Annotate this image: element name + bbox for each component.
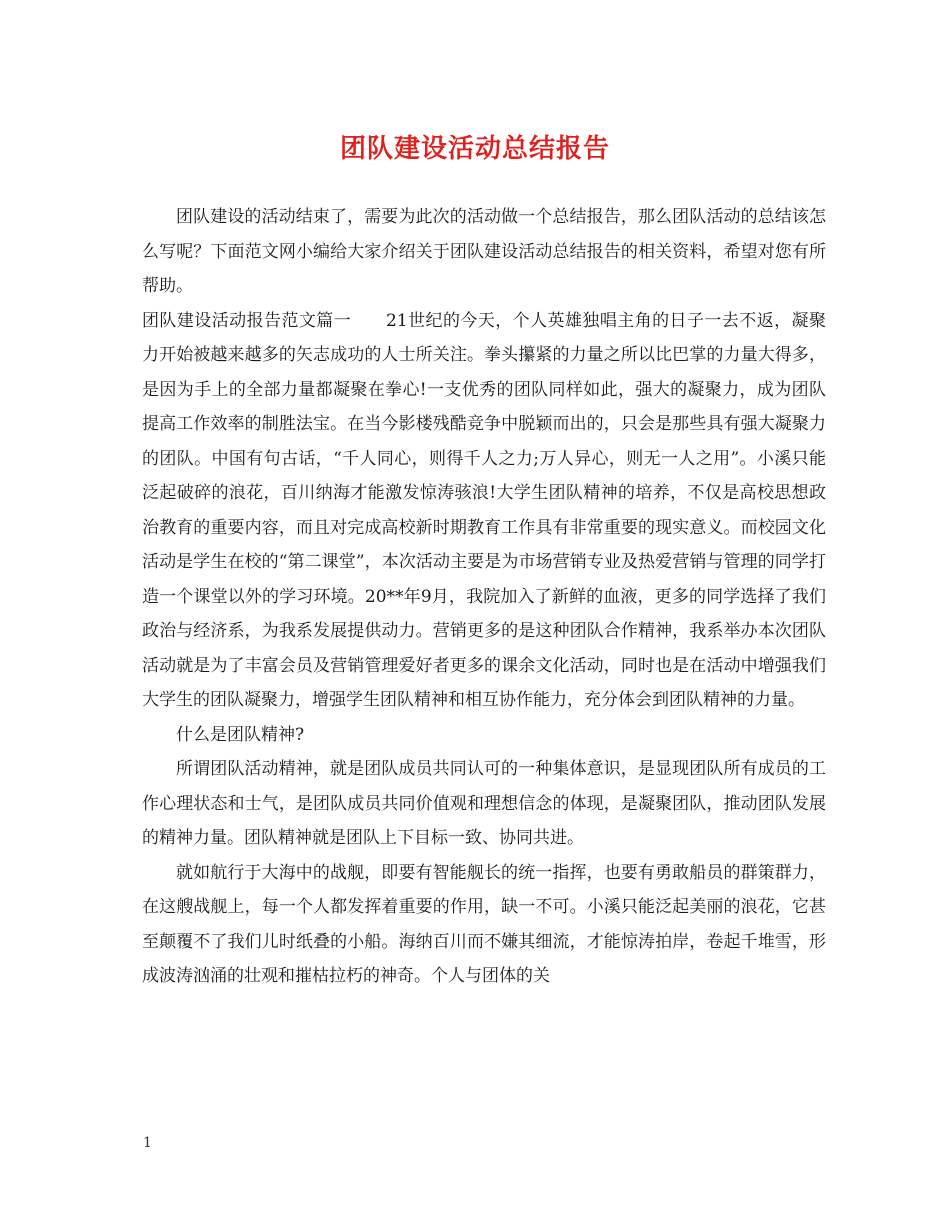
sample-one-paragraph: 团队建设活动报告范文篇一 21世纪的今天，个人英雄独唱主角的日子一去不返，凝聚力开始被越来越多的矢志成功的人士所关注。拳头攥紧的力量之所以比巴掌的力量大得多，是因为手上的全部力量都凝聚在拳心!一支优秀的团队同样如此，强大的凝聚力，成为团队提高工作效率的制胜法宝。在当今影楼残酷竞争中脱颖而出的，只会是那些具有强大凝聚力的团队。中国有句古话，“千人同心，则得千人之力;万人异心，则无一人之用”。小溪只能泛起破碎的浪花，百川纳海才能激发惊涛骇浪!大学生团队精神的培养，不仅是高校思想政治教育的重要内容，而且对完成高校新时期教育工作具有非常重要的现实意义。而校园文化活动是学生在校的“第二课堂”，本次活动主要是为市场营销专业及热爱营销与管理的同学打造一个课堂以外的学习环境。20**年9月，我院加入了新鲜的血液，更多的同学选择了我们政治与经济系，为我系发展提供动力。营销更多的是这种团队合作精神，我系举办本次团队活动就是为了丰富会员及营销管理爱好者更多的课余文化活动，同时也是在活动中增强我们大学生的团队凝聚力，增强学生团队精神和相互协作能力，充分体会到团队精神的力量。 (142, 310, 826, 710)
team-spirit-question: 什么是团队精神? (176, 724, 305, 745)
page-number: 1 (143, 1135, 152, 1151)
team-spirit-definition-paragraph: 所谓团队活动精神，就是团队成员共同认可的一种集体意识，是显现团队所有成员的工作心理状态和士气，是团队成员共同价值观和理想信念的体现，是凝聚团队，推动团队发展的精神力量。团队精神就是团队上下目标一致、协同共进。 (142, 759, 826, 848)
warship-analogy-paragraph: 就如航行于大海中的战舰，即要有智能舰长的统一指挥，也要有勇敢船员的群策群力，在这艘战舰上，每一个人都发挥着重要的作用，缺一不可。小溪只能泛起美丽的浪花，它甚至颠覆不了我们儿时纸叠的小船。海纳百川而不嫌其细流，才能惊涛拍岸，卷起千堆雪，形成波涛汹涌的壮观和摧枯拉朽的神奇。个人与团体的关 (142, 862, 826, 986)
document-body (142, 200, 826, 994)
intro-paragraph: 团队建设的活动结束了，需要为此次的活动做一个总结报告，那么团队活动的总结该怎么写呢？下面范文网小编给大家介绍关于团队建设活动总结报告的相关资料，希望对您有所帮助。 (142, 207, 826, 296)
document-title: 团队建设活动总结报告 (339, 134, 610, 164)
